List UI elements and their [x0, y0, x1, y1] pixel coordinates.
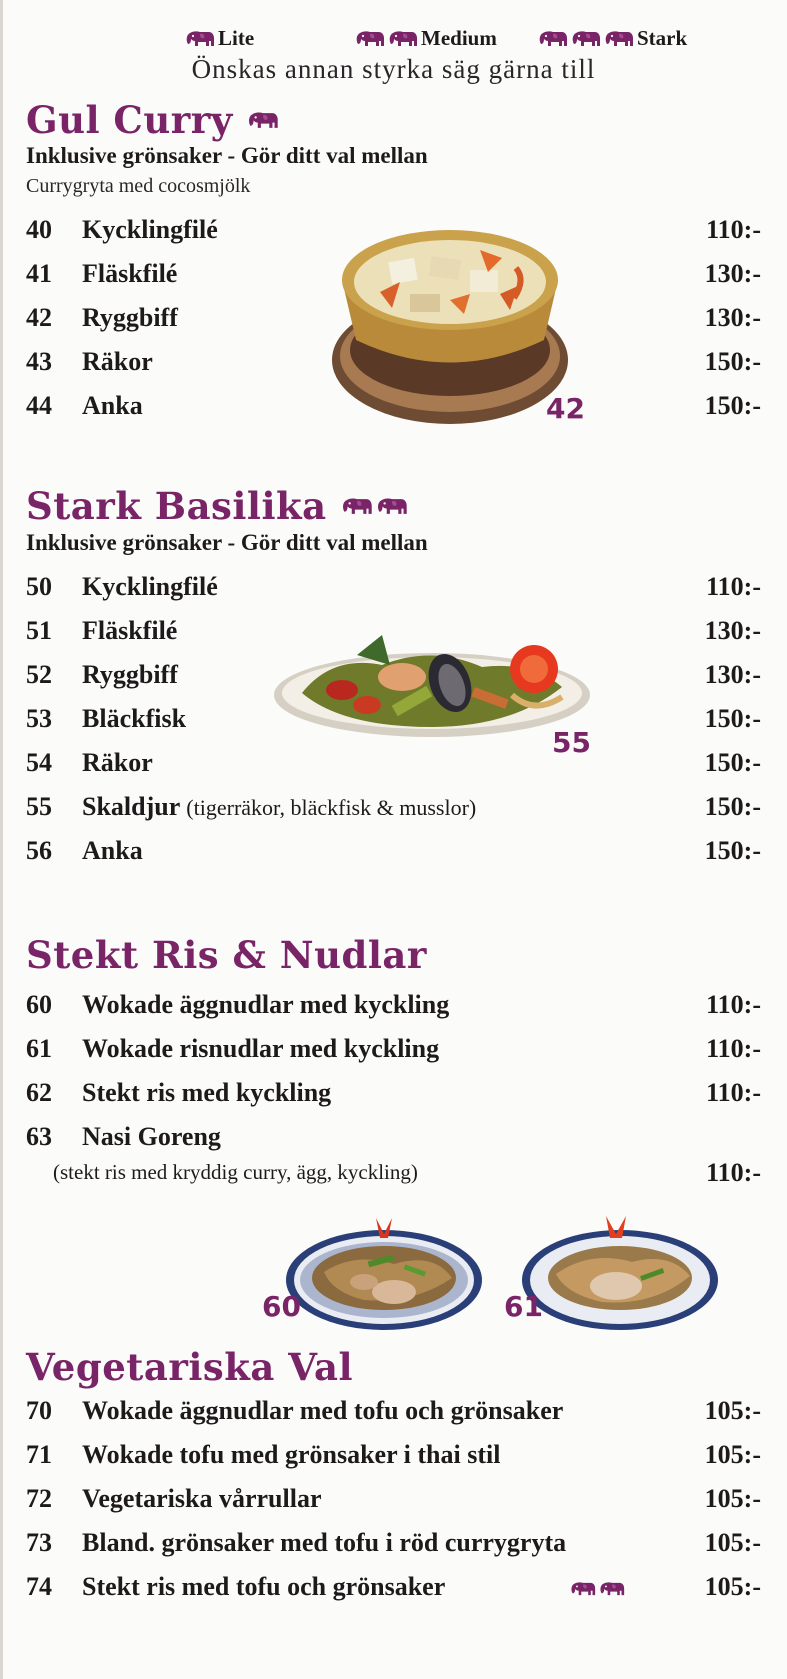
item-number: 71 [26, 1440, 52, 1469]
elephant-icon [538, 29, 568, 49]
menu-item [26, 572, 761, 608]
menu-item [26, 990, 761, 1026]
elephant-icon [185, 29, 215, 49]
item-price: 150:- [704, 347, 761, 376]
section-title-text: Stark Basilika [26, 484, 327, 528]
item-number: 62 [26, 1078, 52, 1107]
elephant-icon [355, 29, 385, 49]
item-number: 56 [26, 836, 52, 865]
spice-level-medium [570, 1580, 625, 1598]
item-name: Räkor [82, 347, 153, 376]
legend-stark [538, 26, 687, 51]
section-title-vegetariska [26, 1345, 353, 1389]
item-number: 42 [26, 303, 52, 332]
elephant-icon [376, 496, 408, 517]
elephant-icon [570, 1580, 596, 1598]
item-number: 61 [26, 1034, 52, 1063]
photo-number-label: 42 [546, 392, 585, 425]
item-name: Bland. grönsaker med tofu i röd currygryta [82, 1528, 567, 1557]
item-name: Anka [82, 391, 143, 420]
item-price: 150:- [704, 792, 761, 821]
section-subtitle-stark-basilika: Inklusive grönsaker - Gör ditt val mellan [26, 530, 428, 555]
item-price: 105:- [704, 1484, 761, 1513]
item-price: 110:- [706, 215, 761, 244]
item-price: 150:- [704, 836, 761, 865]
menu-item [26, 836, 761, 872]
menu-item [26, 1078, 761, 1114]
section-title-text: Stekt Ris & Nudlar [26, 933, 427, 977]
item-price: 130:- [704, 660, 761, 689]
item-details: (tigerräkor, bläckfisk & musslor) [186, 795, 477, 820]
legend-lite [185, 26, 254, 51]
item-number: 74 [26, 1572, 52, 1601]
item-name: Ryggbiff [82, 660, 178, 689]
legend-medium [355, 26, 497, 51]
item-price: 105:- [704, 1440, 761, 1469]
item-price: 150:- [704, 704, 761, 733]
elephant-icon [341, 496, 373, 517]
elephant-icon [571, 29, 601, 49]
section-title-text: Vegetariska Val [26, 1345, 354, 1389]
page-edge [0, 0, 3, 1679]
menu-item [26, 1484, 761, 1520]
item-number: 70 [26, 1396, 52, 1425]
item-price: 130:- [704, 259, 761, 288]
item-name-text: Skaldjur [82, 792, 180, 821]
item-price: 110:- [706, 1158, 761, 1187]
item-name: Wokade äggnudlar med tofu och grönsaker [82, 1396, 564, 1425]
legend-stark-label: Stark [637, 26, 688, 50]
item-name: Fläskfilé [82, 259, 178, 288]
menu-item [26, 1528, 761, 1564]
section-subtitle-gul-curry: Inklusive grönsaker - Gör ditt val mellan [26, 143, 428, 168]
spice-legend [0, 26, 787, 54]
section-title-gul-curry [26, 98, 279, 142]
item-name: Vegetariska vårrullar [82, 1484, 322, 1513]
item-number: 54 [26, 748, 52, 777]
photo-number-label: 55 [552, 726, 591, 759]
item-price: 110:- [706, 990, 761, 1019]
section-title-text: Gul Curry [26, 98, 233, 142]
item-price: 110:- [706, 1034, 761, 1063]
item-name [82, 792, 476, 822]
menu-item [26, 1396, 761, 1432]
menu-item [26, 1034, 761, 1070]
item-number: 52 [26, 660, 52, 689]
item-price: 150:- [704, 748, 761, 777]
section-title-stark-basilika [26, 484, 408, 528]
item-number: 51 [26, 616, 52, 645]
item-name: Kycklingfilé [82, 572, 218, 601]
spice-note: Önskas annan styrka säg gärna till [191, 54, 596, 84]
seafood-plate-photo [272, 615, 592, 745]
item-price: 105:- [704, 1572, 761, 1601]
elephant-icon [388, 29, 418, 49]
noodle-plate-photo-61 [520, 1212, 720, 1332]
item-number: 55 [26, 792, 52, 821]
item-price: 130:- [704, 616, 761, 645]
item-number: 41 [26, 259, 52, 288]
item-name: Stekt ris med tofu och grönsaker [82, 1572, 446, 1601]
menu-item [26, 1440, 761, 1476]
section-title-stekt-ris [26, 933, 427, 977]
elephant-icon [604, 29, 634, 49]
item-name: Anka [82, 836, 143, 865]
item-number: 44 [26, 391, 52, 420]
item-price: 105:- [704, 1528, 761, 1557]
item-price: 150:- [704, 391, 761, 420]
item-name: Bläckfisk [82, 704, 187, 733]
curry-bowl-photo [330, 210, 570, 430]
elephant-icon [247, 110, 279, 131]
photo-number-label: 61 [504, 1290, 543, 1323]
noodle-plate-photo-60 [284, 1212, 484, 1332]
item-number: 63 [26, 1122, 52, 1151]
item-name: Fläskfilé [82, 616, 178, 645]
menu-item [26, 748, 761, 784]
item-price: 105:- [704, 1396, 761, 1425]
legend-lite-label: Lite [218, 26, 255, 50]
menu-item [26, 1572, 761, 1608]
item-name: Wokade tofu med grönsaker i thai stil [82, 1440, 501, 1469]
item-price: 130:- [704, 303, 761, 332]
item-number: 60 [26, 990, 52, 1019]
photo-number-label: 60 [262, 1290, 301, 1323]
item-number: 73 [26, 1528, 52, 1557]
item-description: (stekt ris med kryddig curry, ägg, kyckling) [53, 1160, 418, 1184]
item-name: Kycklingfilé [82, 215, 218, 244]
elephant-icon [599, 1580, 625, 1598]
item-name: Wokade äggnudlar med kyckling [82, 990, 450, 1019]
item-number: 72 [26, 1484, 52, 1513]
section-description-gul-curry: Currygryta med cocosmjölk [26, 175, 251, 197]
menu-item [26, 792, 761, 828]
item-name: Nasi Goreng [82, 1122, 221, 1151]
legend-medium-label: Medium [421, 26, 497, 50]
item-price: 110:- [706, 572, 761, 601]
item-name: Ryggbiff [82, 303, 178, 332]
item-number: 50 [26, 572, 52, 601]
item-number: 43 [26, 347, 52, 376]
item-number: 40 [26, 215, 52, 244]
item-price: 110:- [706, 1078, 761, 1107]
item-number: 53 [26, 704, 52, 733]
item-name: Stekt ris med kyckling [82, 1078, 332, 1107]
item-name: Räkor [82, 748, 153, 777]
menu-item [26, 1122, 761, 1158]
item-name: Wokade risnudlar med kyckling [82, 1034, 440, 1063]
